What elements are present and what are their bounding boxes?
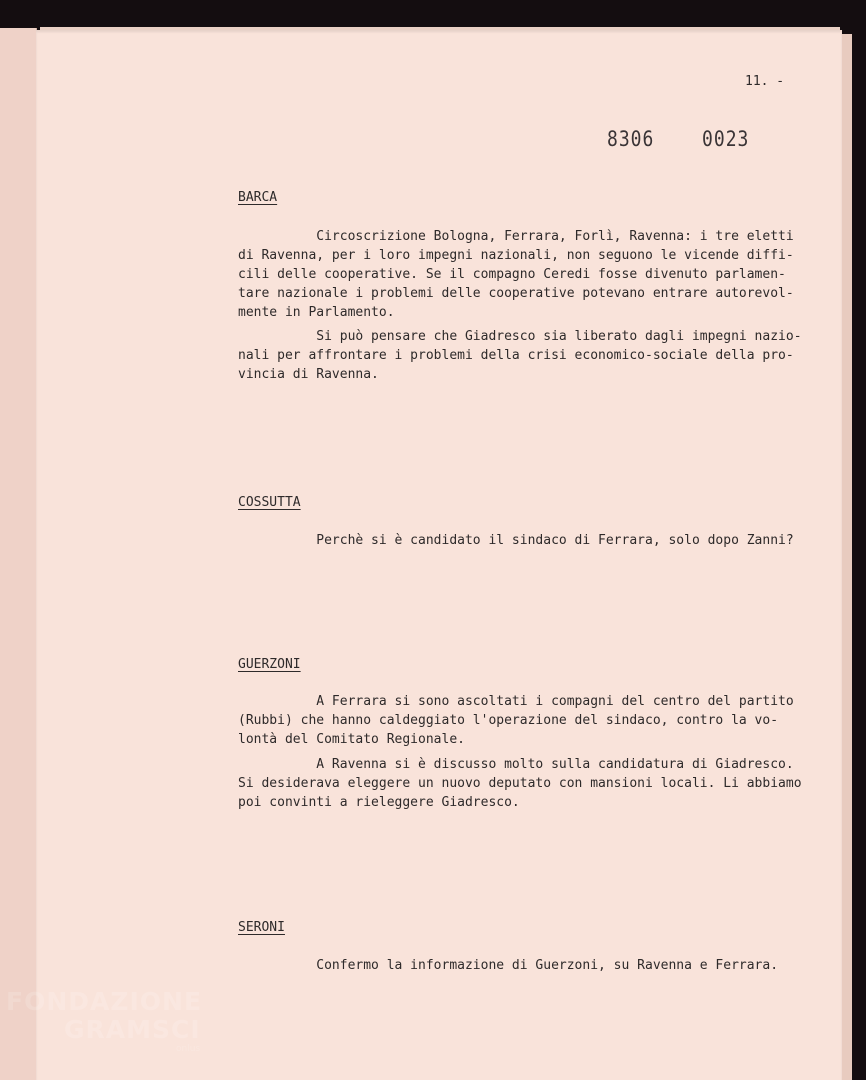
speaker-heading-cossutta: COSSUTTA (238, 495, 301, 510)
guerzoni-paragraph-1: A Ferrara si sono ascoltati i compagni del centro del partito (Rubbi) che hanno caldeggiato l'operazione del sindaco, contro la vo- lontà del Comitato Regionale. (238, 694, 794, 747)
watermark-line-2: GRAMSCI (64, 1015, 201, 1044)
document-page (36, 30, 842, 1080)
fondazione-gramsci-watermark-logo (6, 988, 202, 1054)
cossutta-paragraph-1: Perchè si è candidato il sindaco di Ferrara, solo dopo Zanni? (238, 533, 794, 548)
speaker-heading-guerzoni: GUERZONI (238, 657, 301, 672)
left-page-edge (0, 28, 37, 1080)
speaker-heading-seroni: SERONI (238, 920, 285, 935)
barca-paragraph-1: Circoscrizione Bologna, Ferrara, Forlì, Ravenna: i tre eletti di Ravenna, per i loro impegni nazionali, non seguono le vicende diffi- cili delle cooperative. Se il compagno Ceredi fosse divenuto parlamen- tare nazionale i problemi delle cooperative potevano entrare autorevol- mente in Parlamento. (238, 229, 794, 320)
watermark-line-1: FONDAZIONE (6, 987, 203, 1016)
seroni-paragraph-1: Confermo la informazione di Guerzoni, su Ravenna e Ferrara. (238, 958, 779, 973)
page-number: 11. - (745, 74, 785, 89)
barca-paragraph-2: Si può pensare che Giadresco sia liberato dagli impegni nazio- nali per affrontare i problemi della crisi economico-sociale della pro- vincia di Ravenna. (238, 329, 802, 382)
guerzoni-paragraph-2: A Ravenna si è discusso molto sulla candidatura di Giadresco. Si desiderava eleggere un nuovo deputato con mansioni locali. Li abbiamo poi convinti a rieleggere Giadresco. (238, 757, 802, 810)
watermark-line-3: onlus (176, 1044, 201, 1054)
archive-stamp-number: 8306 0023 (607, 126, 750, 153)
speaker-heading-barca: BARCA (238, 190, 278, 205)
page-right-edge (842, 34, 852, 1080)
